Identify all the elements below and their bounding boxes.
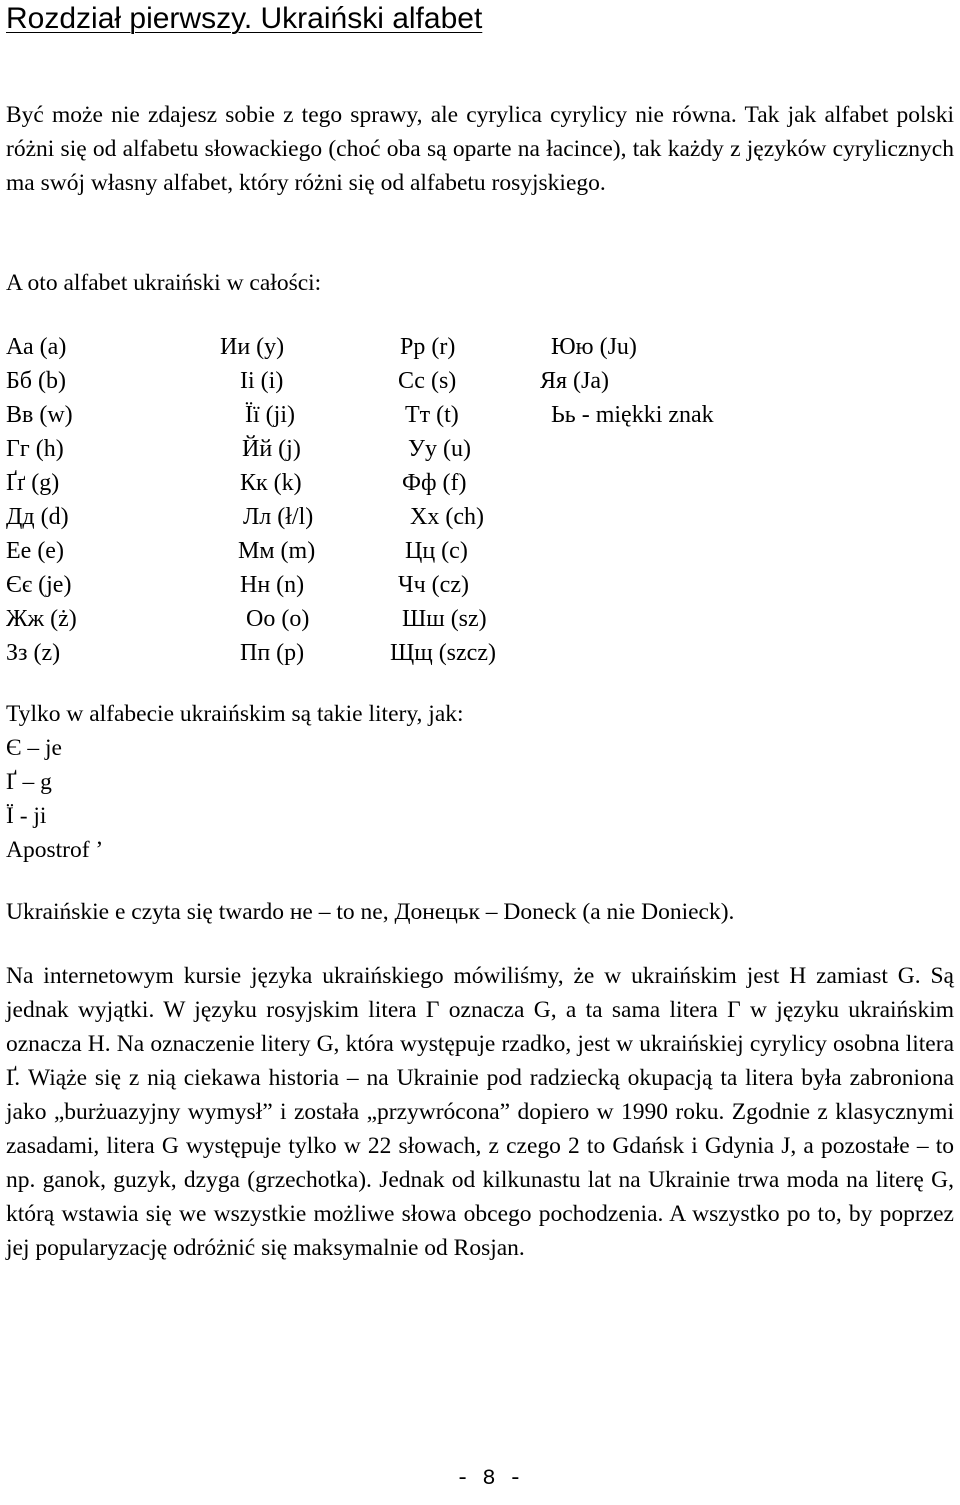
alphabet-row: [0, 364, 960, 398]
unique-letter-item: Ґ – g: [6, 769, 52, 795]
alphabet-row: [0, 432, 960, 466]
alphabet-cell: Шш (sz): [402, 606, 487, 632]
alphabet-cell: Юю (Ju): [551, 334, 637, 360]
alphabet-row: [0, 636, 960, 670]
alphabet-cell: Щщ (szcz): [390, 640, 496, 666]
main-paragraph: Na internetowym kursie języka ukraińskiego mówiliśmy, że w ukraińskim jest H zamiast G. Są jednak wyjątki. W języku rosyjskim litera Г oznacza G, a ta sama litera Г w języku ukraińskim oznacza H. Na oznaczenie litery G, która występuje rzadko, jest w ukraińskiej cyrylicy osobna litera Ґ. Wiąże się z nią ciekawa historia – na Ukrainie pod radziecką okupacją ta litera była zabroniona jako „burżuazyjny wymysł” i została „przywrócona” dopiero w 1990 roku. Zgodnie z klasycznymi zasadami, litera G występuje tylko w 22 słowach, z czego 2 to Gdańsk i Gdynia J, a pozostałe – to np. ganok, guzyk, dzyga (grzechotka). Jednak od kilkunastu lat na Ukrainie trwa moda na literę G, którą wstawia się we wszystkie możliwe słowa obcego pochodzenia. A wszystko po to, by poprzez jej popularyzację odróżnić się maksymalnie od Rosjan.: [6, 963, 954, 1261]
alphabet-cell: Чч (cz): [398, 572, 469, 598]
reading-note: Ukraińskie e czyta się twardo не – to ne, Донецьк – Doneck (a nie Donieck).: [6, 899, 735, 925]
chapter-heading: Rozdział pierwszy. Ukraiński alfabet: [6, 2, 483, 35]
unique-letter-item: Ї - ji: [6, 803, 47, 829]
unique-letter-item: Apostrof ’: [6, 837, 104, 863]
alphabet-cell: Вв (w): [6, 402, 73, 428]
alphabet-cell: Нн (n): [240, 572, 305, 598]
alphabet-cell: Рр (r): [400, 334, 456, 360]
alphabet-cell: Тт (t): [405, 402, 459, 428]
alphabet-cell: Мм (m): [238, 538, 316, 564]
alphabet-cell: Йй (j): [242, 436, 301, 462]
unique-letters-intro: Tylko w alfabecie ukraińskim są takie litery, jak:: [6, 701, 464, 727]
alphabet-cell: Оо (o): [246, 606, 310, 632]
alphabet-cell: Хх (ch): [410, 504, 484, 530]
alphabet-row: [0, 534, 960, 568]
alphabet-cell: Бб (b): [6, 368, 66, 394]
alphabet-cell: Гг (h): [6, 436, 64, 462]
alphabet-cell: Іі (i): [240, 368, 284, 394]
alphabet-cell: Фф (f): [402, 470, 467, 496]
alphabet-cell: Зз (z): [6, 640, 61, 666]
alphabet-cell: Кк (k): [240, 470, 302, 496]
alphabet-row: [0, 398, 960, 432]
alphabet-cell: Сс (s): [398, 368, 457, 394]
alphabet-cell: Ее (e): [6, 538, 64, 564]
alphabet-cell: Жж (ż): [6, 606, 77, 632]
page-number: - 8 -: [456, 1466, 523, 1491]
alphabet-cell: Яя (Ja): [540, 368, 610, 394]
alphabet-row: [0, 466, 960, 500]
alphabet-cell: Ьь - miękki znak: [551, 402, 714, 428]
alphabet-row: [0, 500, 960, 534]
alphabet-cell: Цц (c): [405, 538, 468, 564]
alphabet-row: [0, 568, 960, 602]
alphabet-cell: Єє (je): [6, 572, 72, 598]
alphabet-intro: A oto alfabet ukraiński w całości:: [6, 270, 322, 296]
alphabet-cell: Дд (d): [6, 504, 69, 530]
intro-paragraph: Być może nie zdajesz sobie z tego sprawy, ale cyrylica cyrylicy nie równa. Tak jak alfabet polski różni się od alfabetu słowackiego (choć oba są oparte na łacince), tak każdy z języków cyrylicznych ma swój własny alfabet, który różni się od alfabetu rosyjskiego.: [6, 102, 954, 196]
unique-letter-item: Є – je: [6, 735, 62, 761]
alphabet-cell: Лл (ł/l): [243, 504, 314, 530]
alphabet-cell: Уу (u): [408, 436, 471, 462]
alphabet-cell: Її (ji): [245, 402, 295, 428]
alphabet-cell: Пп (p): [240, 640, 305, 666]
alphabet-row: [0, 602, 960, 636]
alphabet-row: [0, 330, 960, 364]
alphabet-cell: Ии (y): [220, 334, 285, 360]
alphabet-cell: Ґґ (g): [6, 470, 60, 496]
alphabet-cell: Аа (a): [6, 334, 67, 360]
